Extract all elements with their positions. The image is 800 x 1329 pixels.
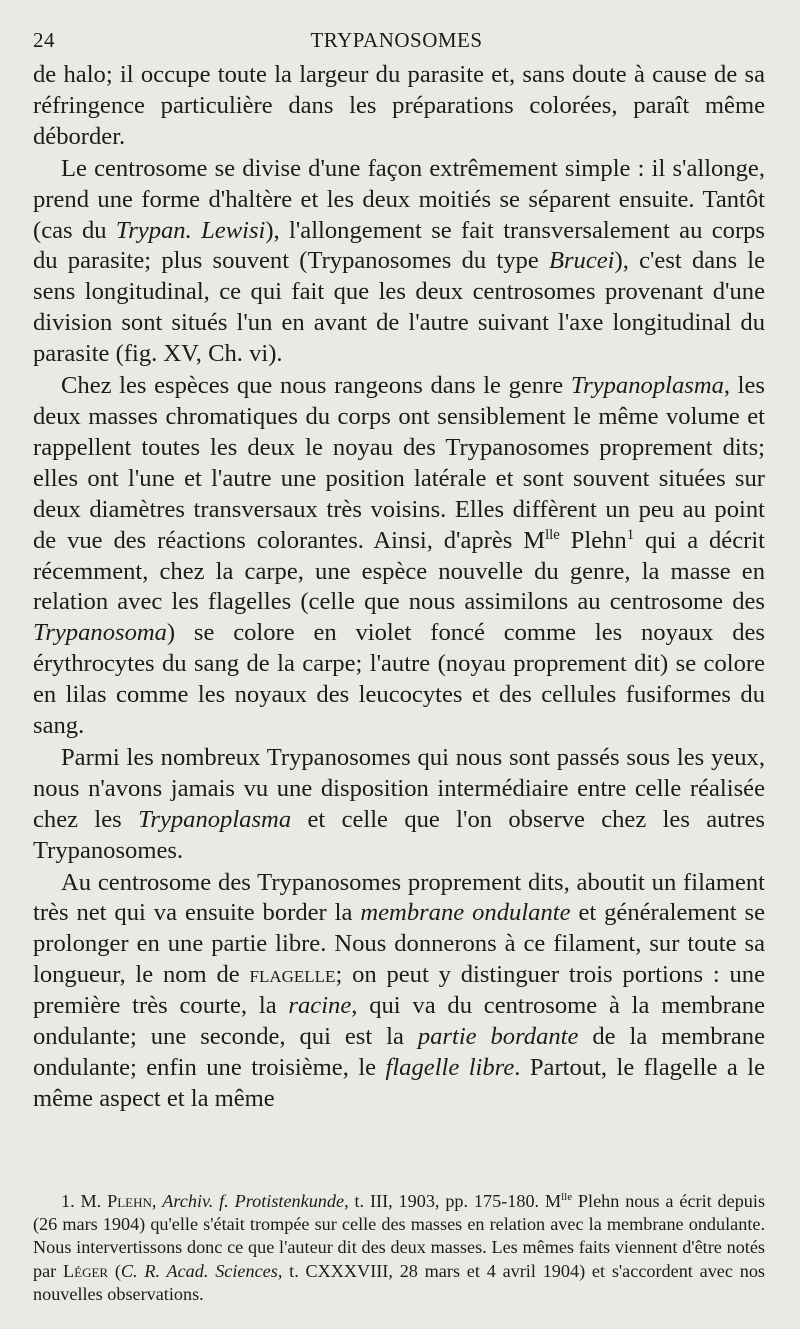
page-header [33,28,760,60]
text-run: Parmi les nombreux Trypanosomes qui nous sont passés sous les yeux, nous n'avons jamais vu une disposition intermédiaire entre celle réalisée chez les [33,743,765,833]
paragraph [33,60,765,153]
italic-text: Trypan. Lewisi [115,216,266,244]
superscript: lle [545,526,560,543]
italic-text: Brucei [548,247,615,275]
paragraph [33,743,765,867]
italic-text: Archiv. f. Protistenkunde [162,1191,345,1211]
italic-text: flagelle libre [385,1054,515,1081]
text-run: . Partout, le flagelle a le même aspect et la même [33,1054,765,1112]
italic-text: Trypanosoma [33,619,167,647]
italic-text: C. R. Acad. Sciences [120,1260,278,1281]
superscript: 1 [626,526,635,543]
small-caps-text: flagelle [249,961,336,989]
italic-text: Trypanoplasma [570,372,724,400]
text-run: Plehn nous a écrit depuis (26 mars 1904) qu'elle s'était trompée sur celle des masses en relation avec la membrane ondulante. Nous intervertissons donc ce que l'auteur dit des deux masses. Les mêmes faits viennent d'être notés par [33,1191,766,1281]
italic-text: racine [288,992,352,1020]
paragraph [33,371,765,742]
text-run: de halo; il occupe toute la largeur du parasite et, sans doute à cause de sa réfringence particulière dans les préparations colorées, paraît même déborder. [33,61,765,150]
paragraph [33,154,765,370]
text-run: Plehn [559,526,627,554]
text-run: 1. M. [61,1191,108,1211]
footnote [33,1190,765,1306]
text-run: Chez les espèces que nous rangeons dans le genre [61,372,571,400]
small-caps-text: Plehn [107,1191,152,1211]
italic-text: membrane ondulante [360,899,571,927]
text-run: de la membrane ondulante; enfin une troisième, le [33,1023,765,1081]
footnotes [33,1190,765,1306]
text-run: Le centrosome se divise d'une façon extrêmement simple : il s'allonge, prend une forme d'haltère et les deux moitiés se séparent ensuite. Tantôt (cas du [33,154,765,244]
text-run: et celle que l'on observe chez les autres Trypanosomes. [33,805,765,864]
text-run: et généralement se prolonger en une partie libre. Nous donnerons à ce filament, sur toute sa longueur, le nom de [33,899,766,989]
text-run: ), l'allongement se fait transversalement au corps du parasite; plus souvent (Trypanosomes du type [33,216,766,275]
text-run: qui a décrit récemment, chez la carpe, une espèce nouvelle du genre, la masse en relation avec les flagelles (celle que nous assimilons au centrosome des [33,526,765,616]
running-title: TRYPANOSOMES [310,28,483,52]
page-number: 24 [33,28,55,52]
text-run: Au centrosome des Trypanosomes proprement dits, aboutit un filament très net qui va ensuite border la [33,868,765,927]
text-run: ), c'est dans le sens longitudinal, ce qui fait que les deux centrosomes provenant d'une division sont situés l'un en avant de l'autre suivant l'axe longitudinal du parasite (fig. XV, Ch. vi). [33,247,765,368]
small-caps-text: Léger [63,1260,109,1281]
paragraph [33,868,765,1115]
text-run: , qui va du centrosome à la membrane ondulante; une seconde, qui est la [33,992,765,1051]
italic-text: Trypanoplasma [138,805,292,833]
text-run: , t. III, 1903, pp. 175-180. M [344,1191,562,1211]
text-run: ; on peut y distinguer trois portions : une première très courte, la [33,961,765,1020]
superscript: lle [561,1190,573,1203]
text-run: , t. CXXXVIII, 28 mars et 4 avril 1904) et s'accordent avec nos nouvelles observations. [33,1260,766,1304]
text-run: , les deux masses chromatiques du corps ont sensiblement le même volume et rappellent toutes les deux le noyau des Trypanosomes proprement dits; elles ont l'une et l'autre une position latérale et sont souvent situées sur deux diamètres transversaux très voisins. Elles diffèrent un peu au point de vue des réactions colorantes. Ainsi, d'après M [33,372,765,554]
text-run: ) se colore en violet foncé comme les noyaux des érythrocytes du sang de la carpe; l'autre (noyau proprement dit) se colore en lilas comme les noyaux des leucocytes et des cellules fusiformes du sang. [33,619,765,740]
text-run: ( [108,1260,121,1281]
italic-text: partie bordante [417,1023,579,1051]
text-run: , [151,1191,163,1211]
body-text [33,60,765,1115]
